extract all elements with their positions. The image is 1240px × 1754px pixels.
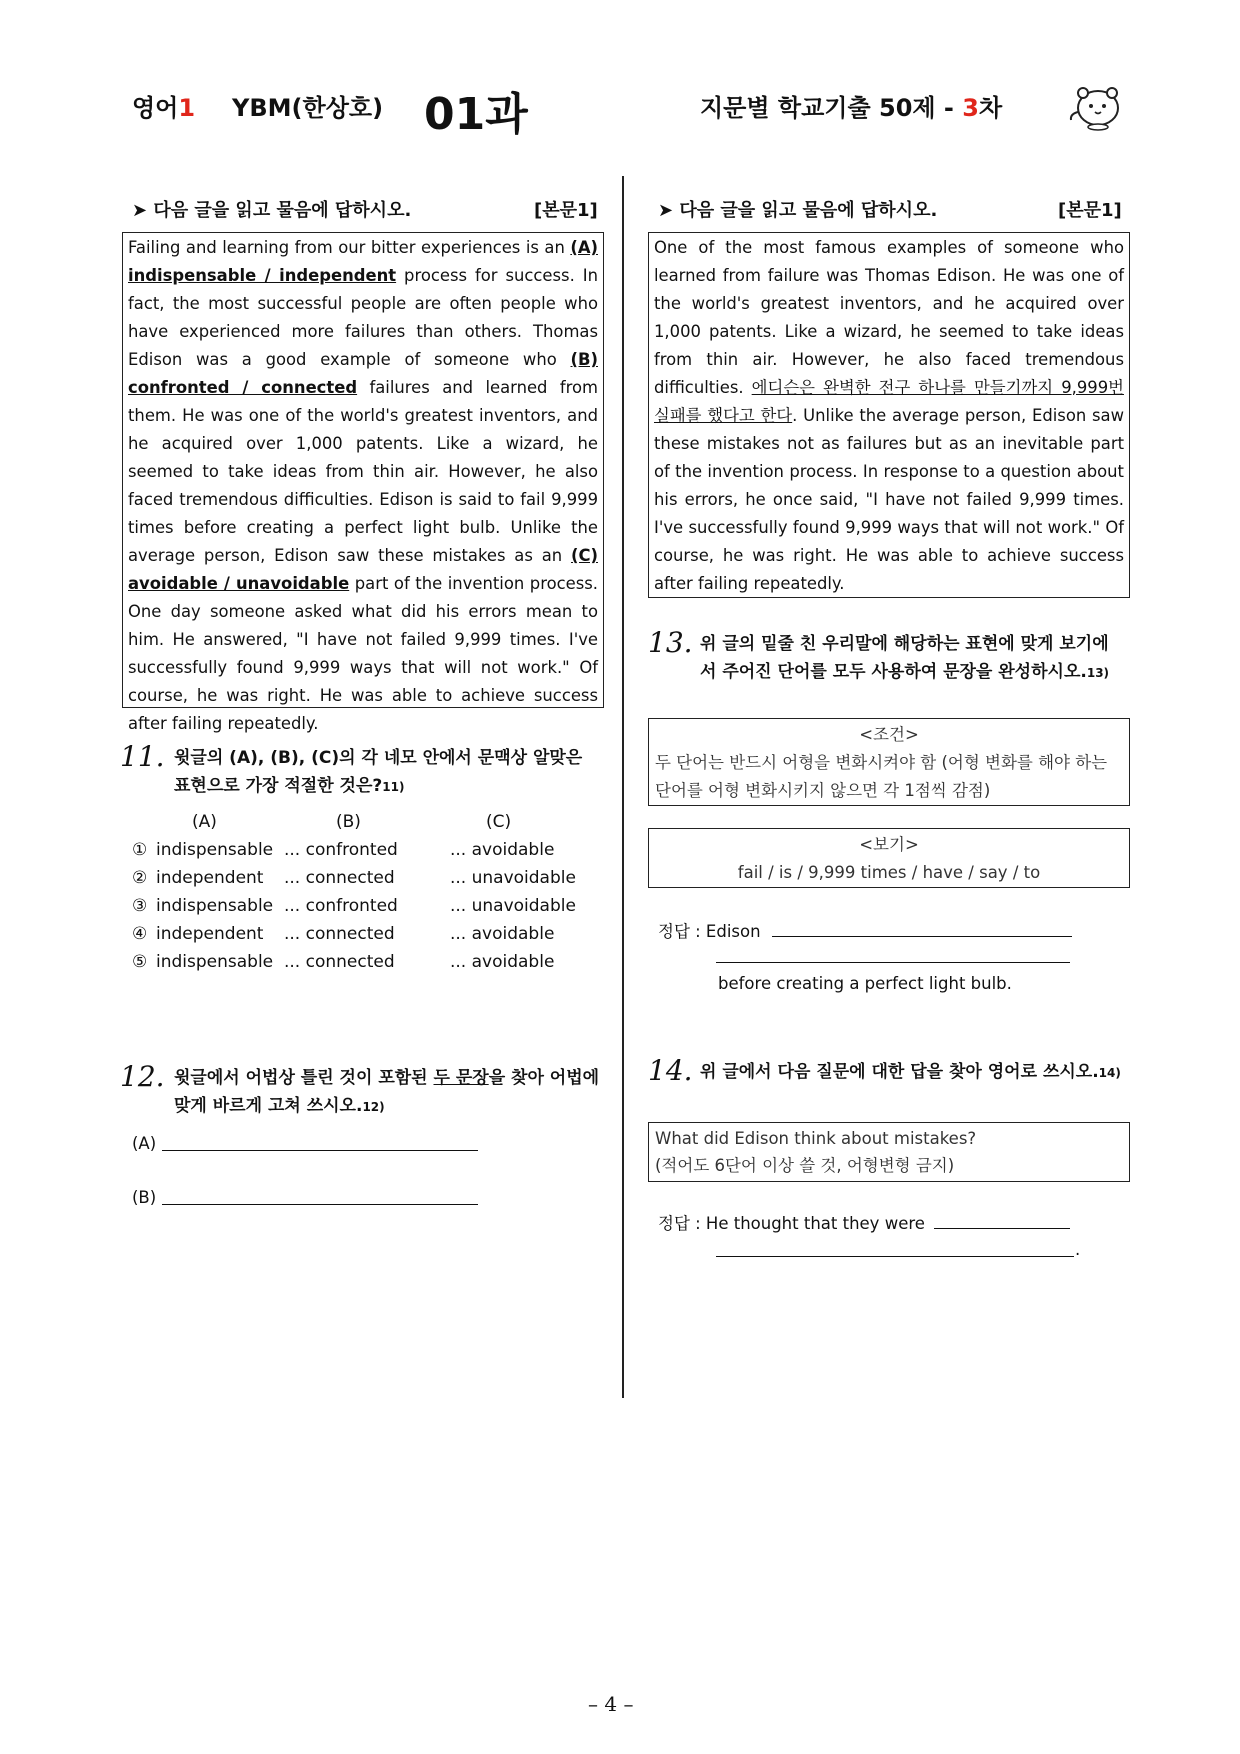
q12-answer-b-line[interactable]: [162, 1204, 478, 1205]
q13-text: 위 글의 밑줄 친 우리말에 해당하는 표현에 맞게 보기에서 주어진 단어를 모두 사용하여 문장을 완성하시오.13): [700, 634, 1110, 682]
bear-mascot-icon: [1068, 82, 1124, 132]
q13-bogi-title: <보기>: [859, 835, 919, 854]
right-passage: One of the most famous examples of someone who learned from failure was Thomas Edison. He was one of the world's greatest inventors, and he acquired over 1,000 patents. Like a wizard, he seemed to take ideas from thin air. However, he also faced tremendous difficulties. 에디슨은 완벽한 전구 하나를 만들기까지 9,999번 실패를 했다고 한다. Unlike the average person, Edison saw these mistakes not as failures but as an inevitable part of the invention process. In response to a question about his errors, he once said, "I have not failed 9,999 times. I've successfully found 9,999 ways that will not work." Of course, he was right. He was able to achieve success after failing repeatedly.: [648, 232, 1130, 598]
q11-option[interactable]: ③ indispensable ... confronted ... unavoidable: [132, 896, 576, 916]
q13-bogi-text: fail / is / 9,999 times / have / say / to: [737, 863, 1041, 882]
q12-label-a: (A): [132, 1134, 157, 1153]
left-passage: Failing and learning from our bitter experiences is an (A) indispensable / independent process for success. In fact, the most successful people are often people who have experienced more failures than others. Thomas Edison was a good example of someone who (B) confronted / connected failures and learned from them. He was one of the world's greatest inventors, and he acquired over 1,000 patents. Like a wizard, he seemed to take ideas from thin air. However, he also faced tremendous difficulties. Edison is said to fail 9,999 times before creating a perfect light bulb. Unlike the average person, Edison saw these mistakes as an (C) avoidable / unavoidable part of the invention process. One day someone asked what did his errors mean to him. He answered, "I have not failed 9,999 times. I've successfully found 9,999 ways that will not work." Of course, he was right. He was able to achieve success after failing repeatedly.: [122, 232, 604, 708]
q11-header-c: (C): [486, 812, 512, 832]
q11-options: [132, 840, 592, 980]
q13-answer-end: before creating a perfect light bulb.: [718, 974, 1012, 993]
q12-answer-a-line[interactable]: [162, 1150, 478, 1151]
q13-condition-box: [648, 718, 1130, 806]
q13-number: 13.: [648, 626, 693, 659]
q13-answer-label: 정답 : Edison: [658, 922, 761, 941]
q11-number: 11.: [120, 740, 165, 773]
left-instruction: ➤ 다음 글을 읽고 물음에 답하시오.: [132, 200, 412, 221]
q11-header-b: (B): [336, 812, 361, 832]
page-number: – 4 –: [588, 1692, 634, 1716]
q14-question: What did Edison think about mistakes?: [655, 1129, 977, 1148]
q13-answer-line-2[interactable]: [716, 962, 1070, 963]
q11-option[interactable]: ② independent ... connected ... unavoidable: [132, 868, 576, 888]
subject-label: 영어1: [132, 94, 196, 122]
q14-question-box: [648, 1122, 1130, 1182]
q14-answer-end: .: [1075, 1240, 1081, 1259]
q12-label-b: (B): [132, 1188, 157, 1207]
q11-text: 윗글의 (A), (B), (C)의 각 네모 안에서 문맥상 알맞은 표현으로 가장 적절한 것은?11): [174, 748, 583, 796]
q14-note: (적어도 6단어 이상 쓸 것, 어형변형 금지): [655, 1156, 955, 1175]
q14-answer-line-2[interactable]: [716, 1256, 1074, 1257]
q13-bogi-box: [648, 828, 1130, 888]
q12-text: 윗글에서 어법상 틀린 것이 포함된 두 문장을 찾아 어법에 맞게 바르게 고쳐 쓰시오.12): [174, 1068, 600, 1116]
q13-answer-line-1[interactable]: [772, 936, 1072, 937]
q11-option[interactable]: ⑤ indispensable ... connected ... avoidable: [132, 952, 555, 972]
left-source-tag: [본문1]: [534, 200, 598, 221]
q14-answer-line-1[interactable]: [934, 1228, 1070, 1229]
q13-condition-text: 두 단어는 반드시 어형을 변화시켜야 함 (어형 변화를 해야 하는 단어를 어형 변화시키지 않으면 각 1점씩 감점): [655, 753, 1108, 800]
q14-answer-label: 정답 : He thought that they were: [658, 1214, 925, 1233]
series-title: 지문별 학교기출 50제 - 3차: [700, 94, 1003, 122]
right-source-tag: [본문1]: [1058, 200, 1122, 221]
q14-text: 위 글에서 다음 질문에 대한 답을 찾아 영어로 쓰시오.14): [700, 1062, 1121, 1082]
q11-header-a: (A): [192, 812, 217, 832]
q13-condition-title: <조건>: [859, 725, 919, 744]
q14-number: 14.: [648, 1054, 693, 1087]
q11-option[interactable]: ① indispensable ... confronted ... avoidable: [132, 840, 555, 860]
right-instruction: ➤ 다음 글을 읽고 물음에 답하시오.: [658, 200, 938, 221]
q12-number: 12.: [120, 1060, 165, 1093]
publisher: YBM(한상호): [232, 94, 384, 122]
lesson-title: 01과: [424, 89, 528, 140]
column-divider: [622, 176, 624, 1398]
q11-option[interactable]: ④ independent ... connected ... avoidable: [132, 924, 555, 944]
